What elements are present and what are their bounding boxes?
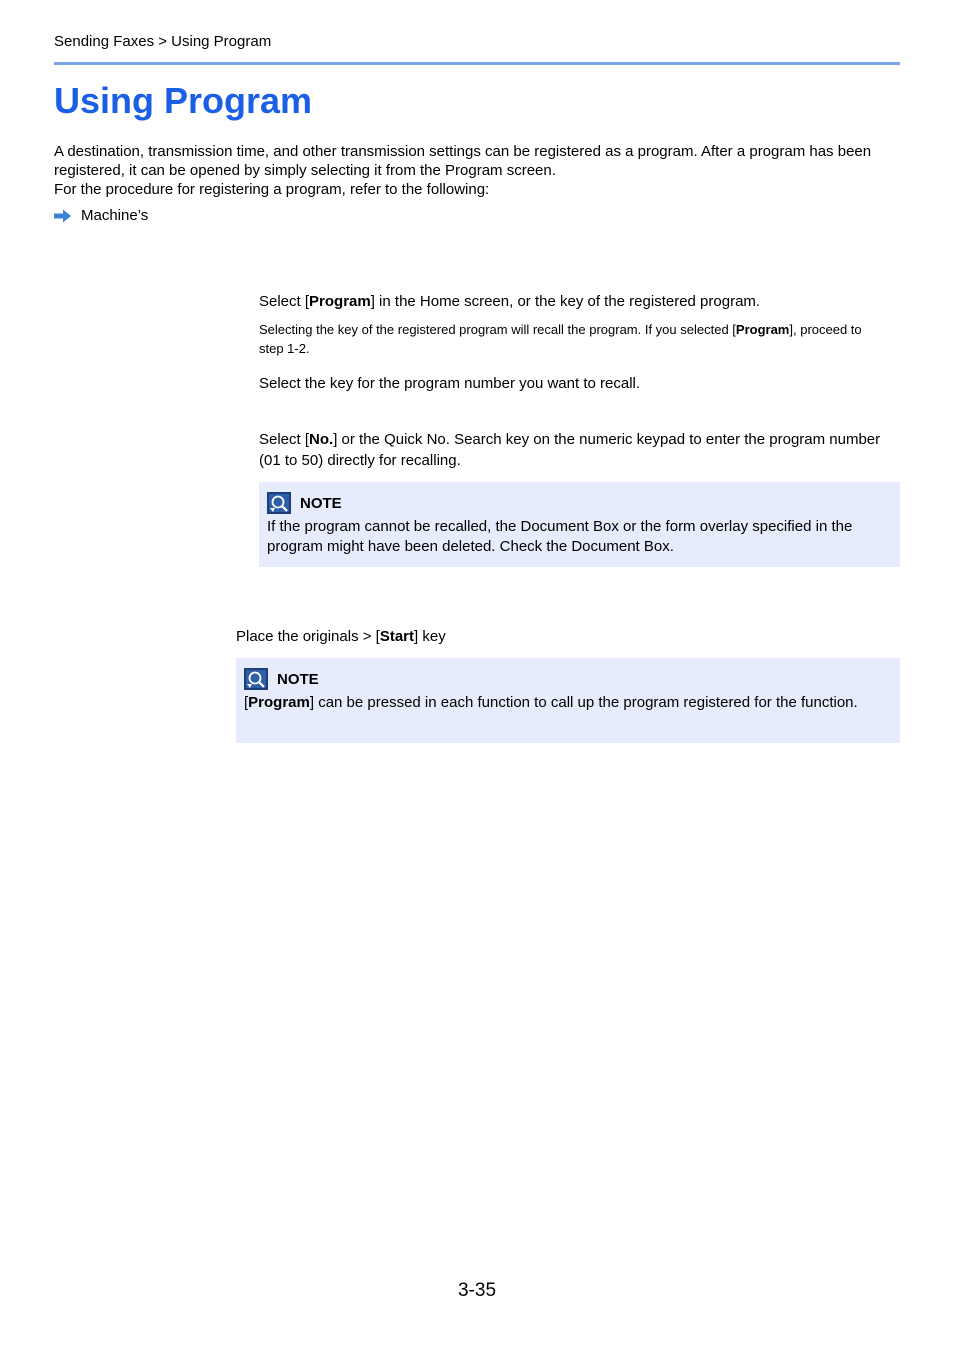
note-2-header xyxy=(244,668,892,690)
reference-link-label[interactable]: Machine’s xyxy=(81,207,149,224)
no-key-label: No. xyxy=(309,431,334,448)
note-box-2 xyxy=(236,658,900,743)
reference-link[interactable] xyxy=(54,207,148,224)
step-1-note xyxy=(259,320,889,358)
breadcrumb: Sending Faxes > Using Program xyxy=(54,33,272,50)
note-2-text: [Program] can be pressed in each function to call up the program registered for the function. xyxy=(244,694,858,711)
intro-paragraph-2: For the procedure for registering a program, refer to the following: xyxy=(54,181,490,198)
note-1-text: If the program cannot be recalled, the Document Box or the form overlay specified in the program might have been deleted. Check the Document Box. xyxy=(267,518,853,555)
step-1-text: Select [Program] in the Home screen, or the key of the registered program. xyxy=(259,293,761,310)
note-1-label: NOTE xyxy=(300,494,342,512)
step-4 xyxy=(236,626,896,647)
header-rule xyxy=(54,62,900,65)
step-1-note-text: Selecting the key of the registered program will recall the program. If you selected [Program], proceed to step 1-2. xyxy=(259,322,862,356)
page-title: Using Program xyxy=(54,80,313,121)
step-3-text: Select [No.] or the Quick No. Search key on the numeric keypad to enter the program number (01 to 50) directly for recalling. xyxy=(259,431,881,469)
page-number: 3-35 xyxy=(457,1280,497,1301)
note-1-header xyxy=(267,492,892,514)
step-1 xyxy=(259,291,899,312)
intro-text xyxy=(54,142,904,199)
step-3 xyxy=(259,429,891,471)
step-2-text: Select the key for the program number you want to recall. xyxy=(259,375,641,392)
note-icon xyxy=(267,492,291,514)
intro-paragraph-1: A destination, transmission time, and other transmission settings can be registered as a program. After a program has been registered, it can be opened by simply selecting it from the Program screen. xyxy=(54,143,872,179)
step-4-text: Place the originals > [Start] key xyxy=(236,628,446,645)
program-key-label: Program xyxy=(309,293,371,310)
note-2-label: NOTE xyxy=(277,670,319,688)
arrow-right-icon xyxy=(54,209,72,223)
start-key-label: Start xyxy=(379,628,415,645)
note-icon xyxy=(244,668,268,690)
step-2 xyxy=(259,373,899,394)
note-box-1 xyxy=(259,482,900,567)
